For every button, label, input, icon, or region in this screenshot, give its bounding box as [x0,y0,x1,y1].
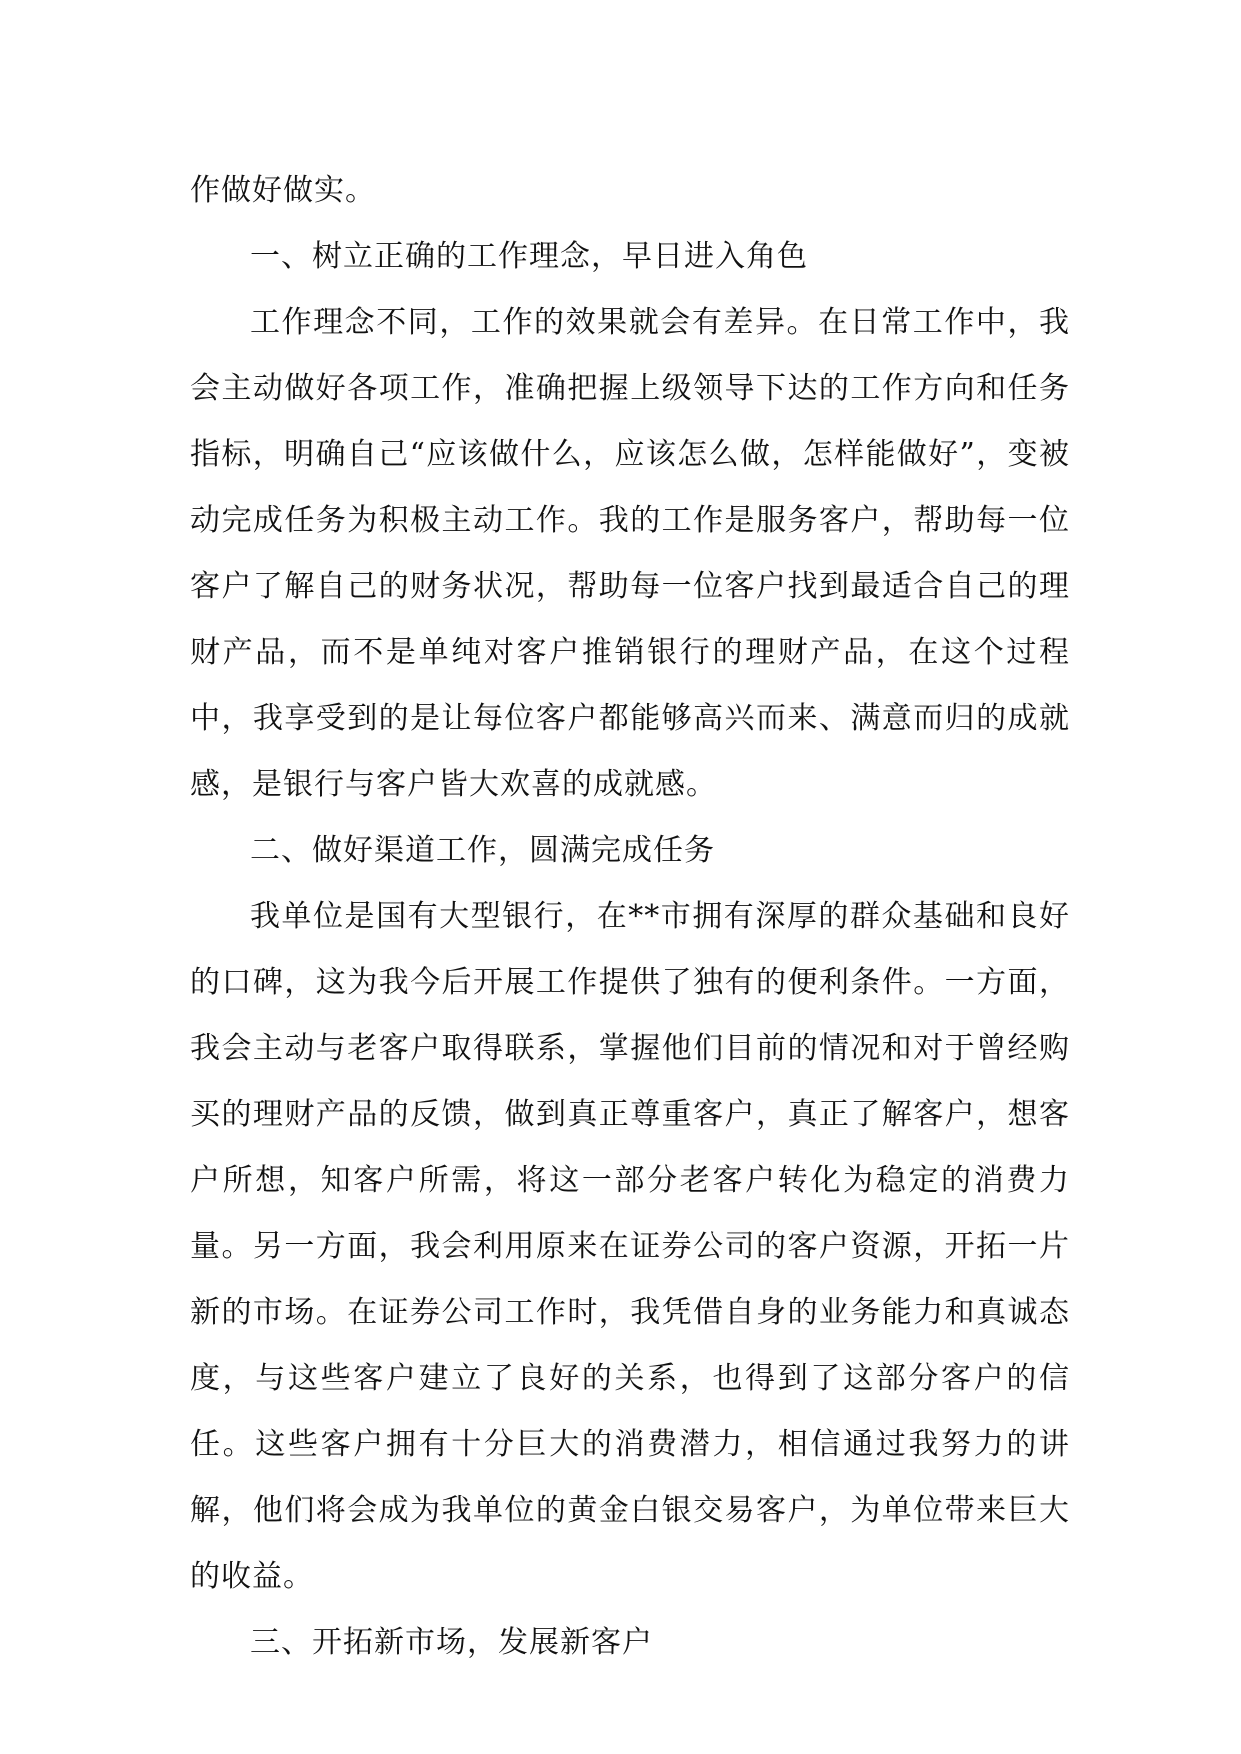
paragraph-work-philosophy: 工作理念不同，工作的效果就会有差异。在日常工作中，我会主动做好各项工作，准确把握上级领导下达的工作方向和任务指标，明确自己“应该做什么，应该怎么做，怎样能做好”，变被动完成任务为积极主动工作。我的工作是服务客户，帮助每一位客户了解自己的财务状况，帮助每一位客户找到最适合自己的理财产品，而不是单纯对客户推销银行的理财产品，在这个过程中，我享受到的是让每位客户都能够高兴而来、满意而归的成就感，是银行与客户皆大欢喜的成就感。 [190,305,1070,802]
paragraph-channel-work: 我单位是国有大型银行，在**市拥有深厚的群众基础和良好的口碑，这为我今后开展工作提供了独有的便利条件。一方面，我会主动与老客户取得联系，掌握他们目前的情况和对于曾经购买的理财产品的反馈，做到真正尊重客户，真正了解客户，想客户所想，知客户所需，将这一部分老客户转化为稳定的消费力量。另一方面，我会利用原来在证券公司的客户资源，开拓一片新的市场。在证券公司工作时，我凭借自身的业务能力和真诚态度，与这些客户建立了良好的关系，也得到了这部分客户的信任。这些客户拥有十分巨大的消费潜力，相信通过我努力的讲解，他们将会成为我单位的黄金白银交易客户，为单位带来巨大的收益。 [190,899,1070,1594]
section-heading-3: 三、开拓新市场，发展新客户 [250,1625,653,1660]
section-heading-1: 一、树立正确的工作理念，早日进入角色 [250,239,808,274]
paragraph-continuation: 作做好做实。 [190,173,376,208]
document-body [190,158,1070,1676]
section-heading-2: 二、做好渠道工作，圆满完成任务 [250,833,715,868]
